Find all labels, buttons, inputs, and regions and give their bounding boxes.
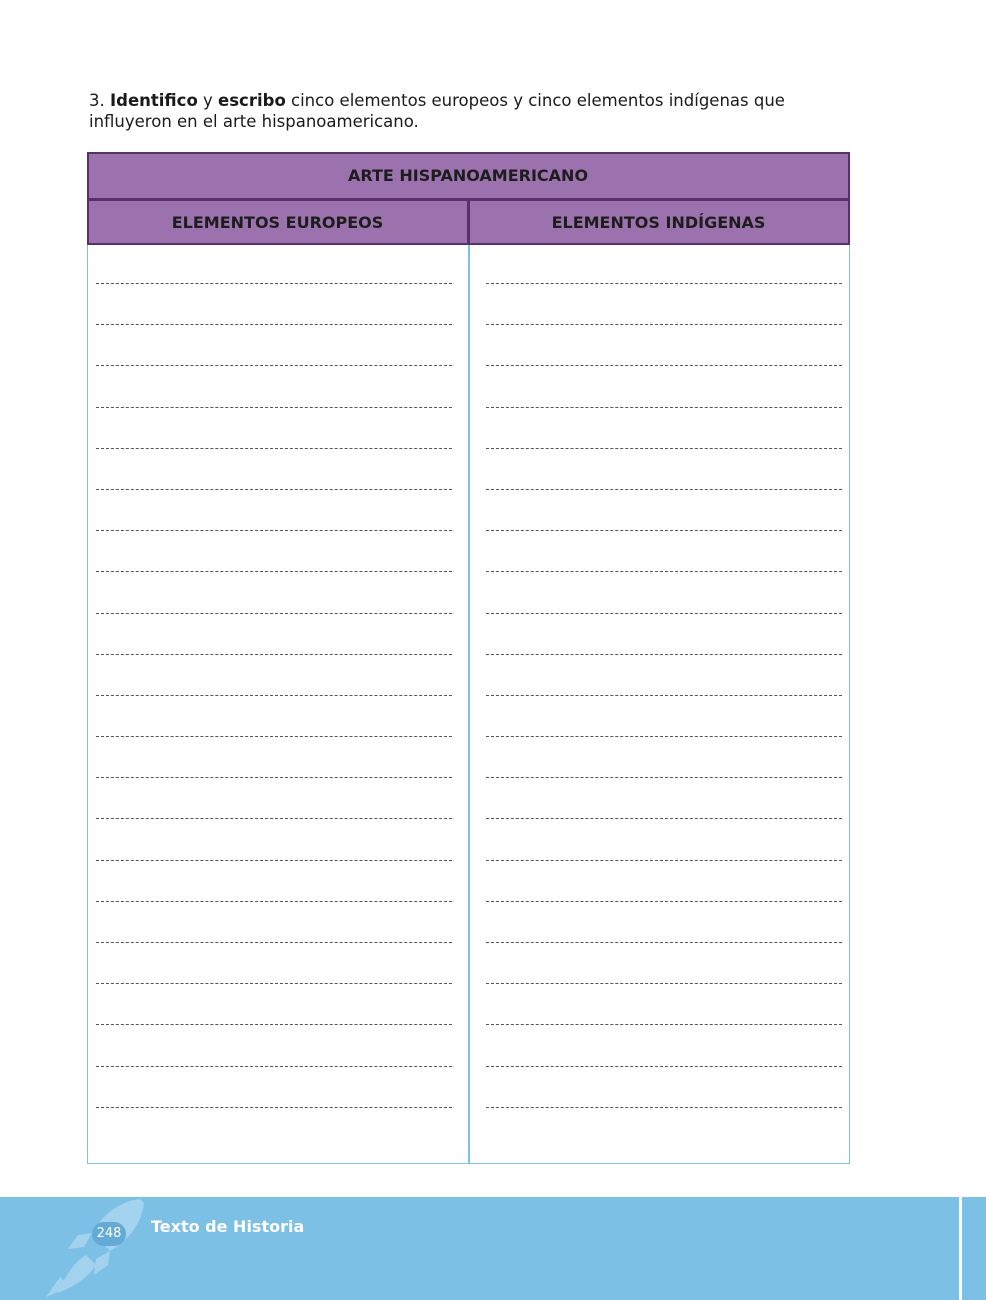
writing-line[interactable]: [486, 283, 842, 284]
writing-line[interactable]: [486, 324, 842, 325]
verb-escribo: escribo: [218, 91, 286, 110]
writing-line[interactable]: [486, 901, 842, 902]
writing-line[interactable]: [486, 1066, 842, 1067]
writing-line[interactable]: [96, 1024, 452, 1025]
writing-line[interactable]: [96, 818, 452, 819]
writing-line[interactable]: [96, 530, 452, 531]
connector: y: [203, 91, 213, 110]
writing-line[interactable]: [96, 654, 452, 655]
writing-line[interactable]: [96, 983, 452, 984]
writing-line[interactable]: [96, 1066, 452, 1067]
column-divider: [468, 245, 470, 1163]
writing-line[interactable]: [486, 571, 842, 572]
footer-edge-stripe: [959, 1197, 986, 1300]
writing-line[interactable]: [486, 983, 842, 984]
writing-line[interactable]: [96, 489, 452, 490]
writing-line[interactable]: [486, 695, 842, 696]
writing-line[interactable]: [486, 942, 842, 943]
instruction-rest: cinco elementos europeos y cinco elementos indígenas que influyeron en el arte hispanoamericano.: [89, 91, 785, 131]
writing-line[interactable]: [486, 736, 842, 737]
rocket-icon: [40, 1197, 160, 1300]
writing-line[interactable]: [486, 777, 842, 778]
writing-line[interactable]: [96, 571, 452, 572]
writing-line[interactable]: [486, 860, 842, 861]
writing-line[interactable]: [486, 365, 842, 366]
writing-line[interactable]: [96, 365, 452, 366]
table-header-row: [87, 199, 850, 245]
writing-line[interactable]: [96, 942, 452, 943]
writing-line[interactable]: [486, 448, 842, 449]
writing-line[interactable]: [486, 654, 842, 655]
writing-line[interactable]: [486, 489, 842, 490]
column-header-indigenas: ELEMENTOS INDÍGENAS: [469, 199, 850, 245]
writing-line[interactable]: [96, 736, 452, 737]
writing-line[interactable]: [486, 530, 842, 531]
verb-identifico: Identifico: [110, 91, 198, 110]
writing-line[interactable]: [96, 448, 452, 449]
writing-line[interactable]: [96, 613, 452, 614]
writing-lines-europeos[interactable]: [96, 245, 452, 1108]
writing-line[interactable]: [486, 407, 842, 408]
writing-line[interactable]: [96, 695, 452, 696]
writing-line[interactable]: [96, 1107, 452, 1108]
writing-line[interactable]: [486, 613, 842, 614]
column-header-europeos: ELEMENTOS EUROPEOS: [87, 199, 469, 245]
writing-line[interactable]: [96, 901, 452, 902]
writing-line[interactable]: [96, 860, 452, 861]
writing-line[interactable]: [96, 324, 452, 325]
page-footer: [0, 1197, 986, 1300]
worksheet-table: [87, 152, 850, 1164]
writing-line[interactable]: [96, 407, 452, 408]
page-number: 248: [92, 1222, 126, 1246]
writing-line[interactable]: [486, 1107, 842, 1108]
writing-line[interactable]: [486, 818, 842, 819]
instruction-text: [89, 90, 869, 132]
question-number: 3.: [89, 91, 105, 110]
writing-line[interactable]: [486, 1024, 842, 1025]
writing-line[interactable]: [96, 283, 452, 284]
book-title: Texto de Historia: [151, 1217, 305, 1236]
table-title: ARTE HISPANOAMERICANO: [87, 152, 850, 200]
writing-line[interactable]: [96, 777, 452, 778]
writing-lines-indigenas[interactable]: [486, 245, 842, 1108]
